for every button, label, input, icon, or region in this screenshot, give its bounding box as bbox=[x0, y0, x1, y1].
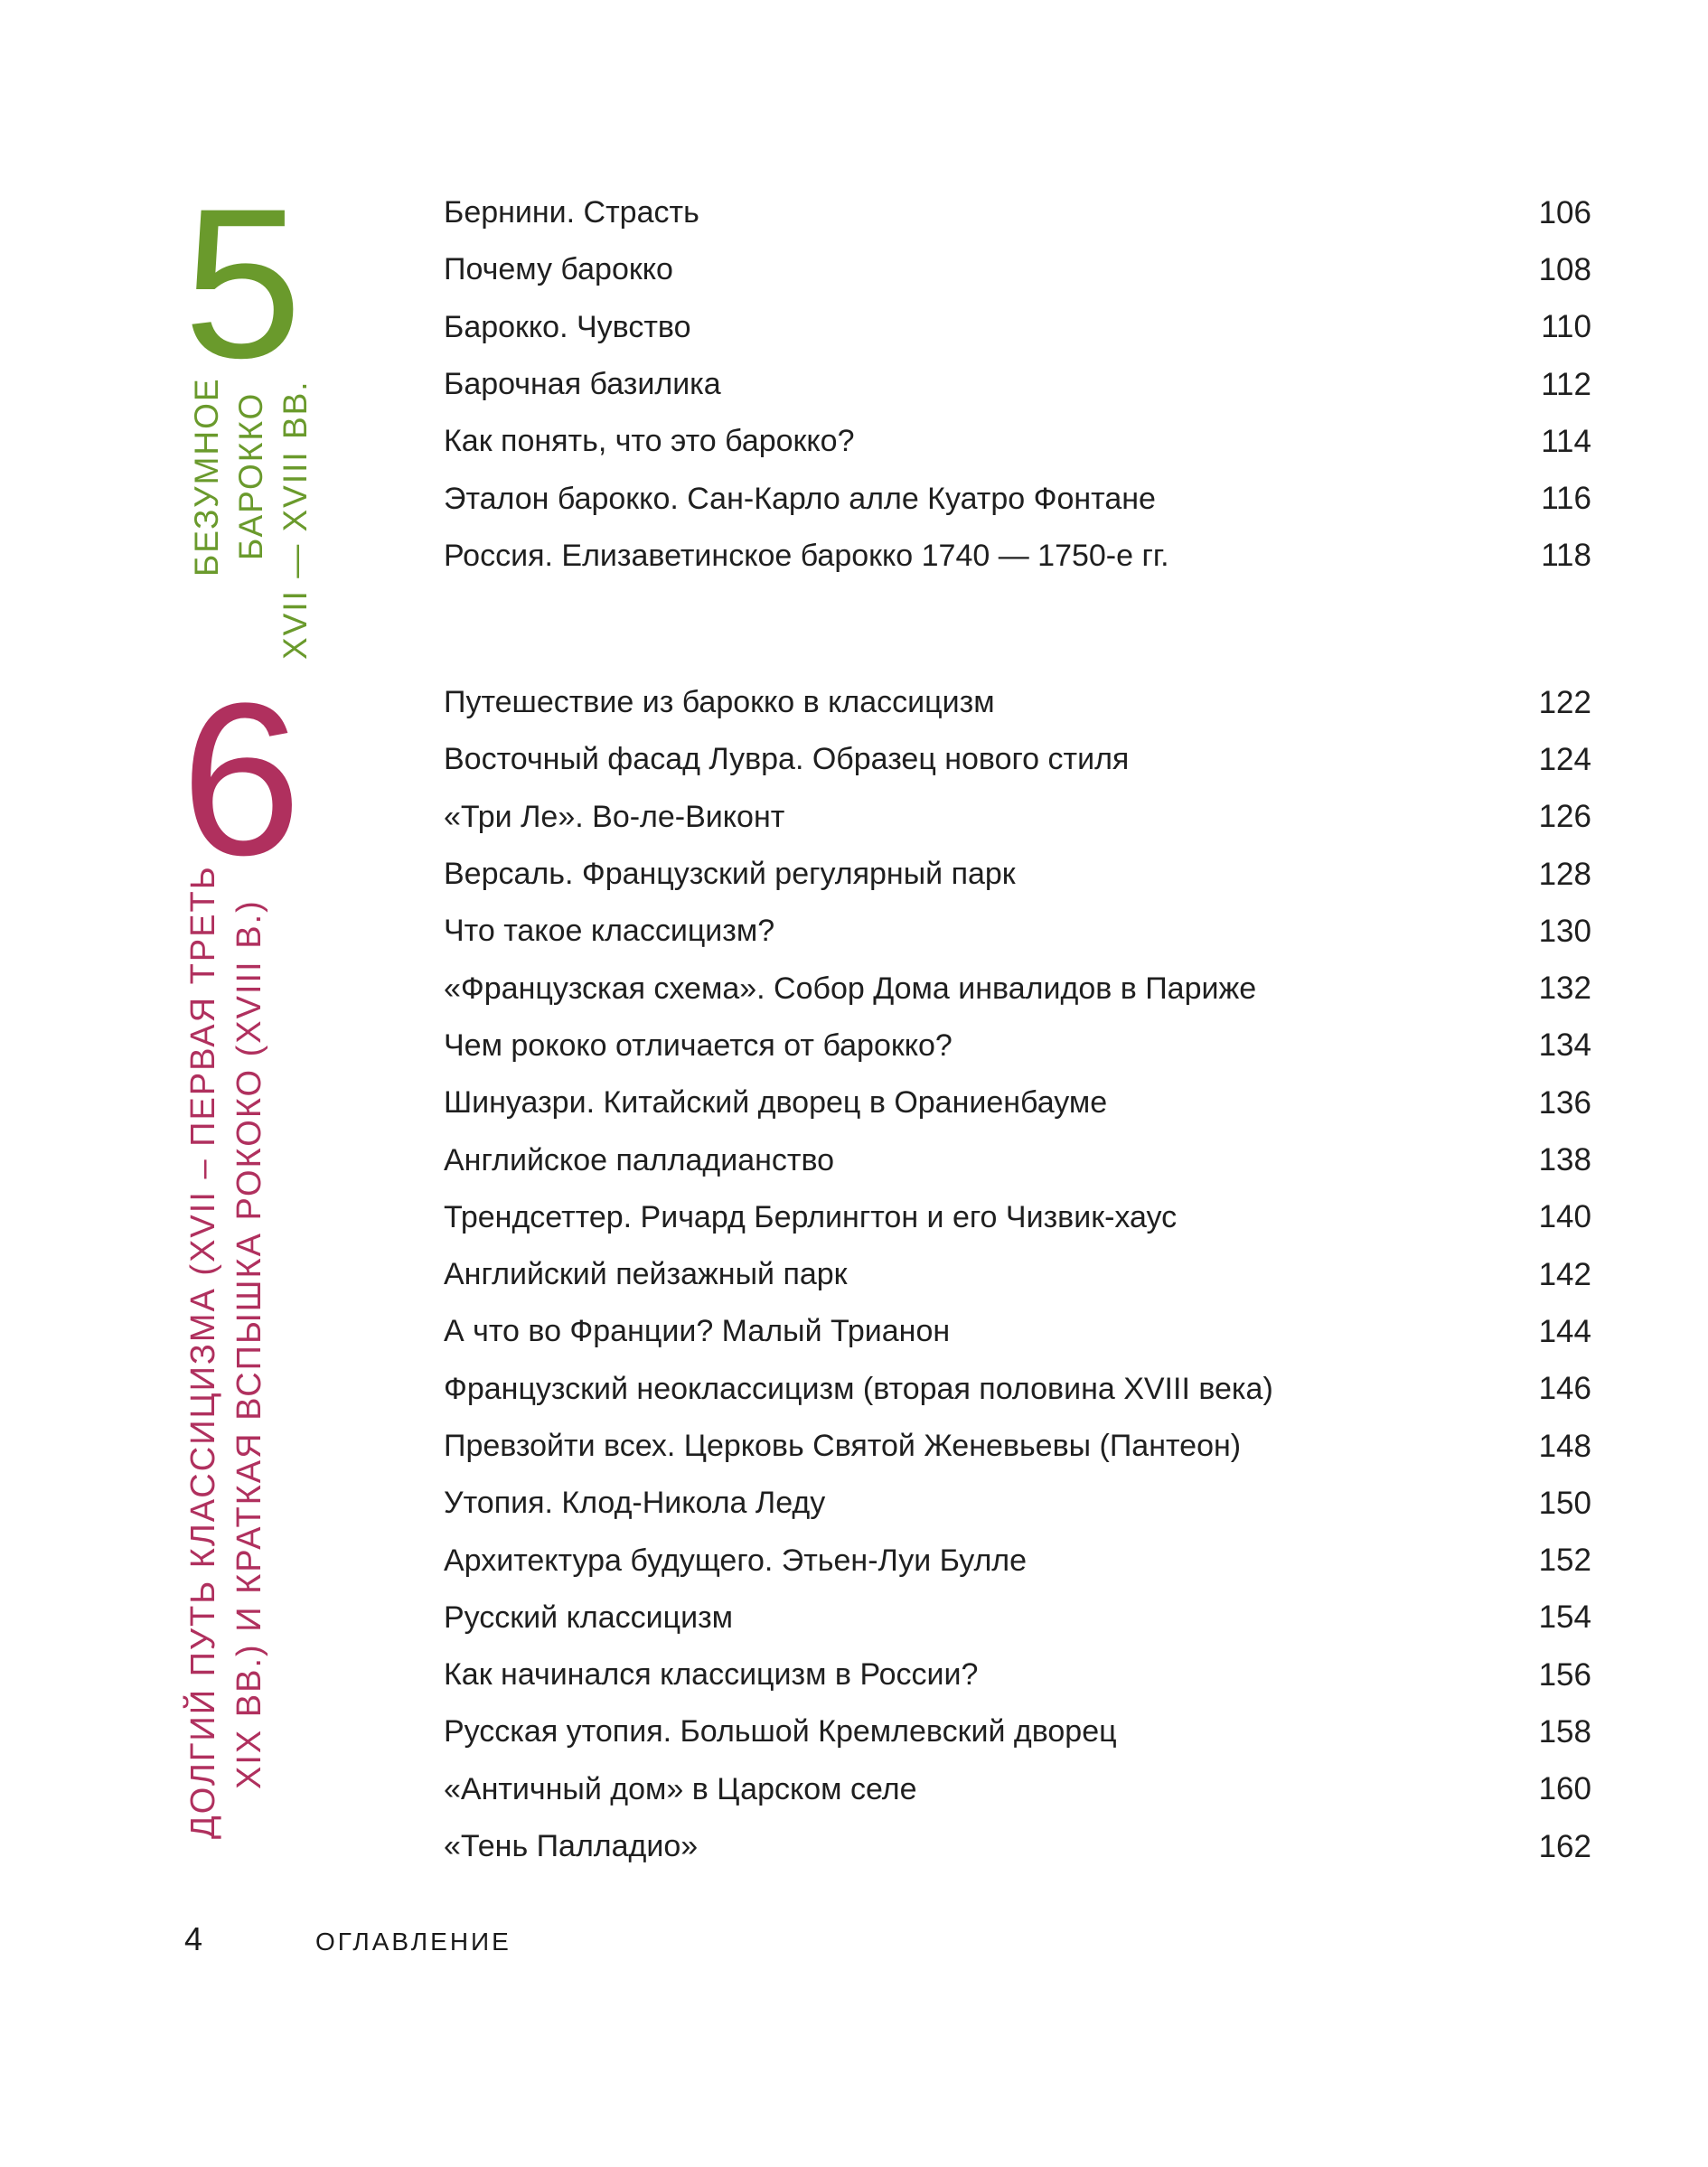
section-6-title-line-2: XIX ВВ.) И КРАТКАЯ ВСПЫШКА РОКОКО (XVIII В.) bbox=[230, 899, 268, 1789]
toc-entry[interactable] bbox=[444, 1532, 1591, 1589]
toc-entry-title: Английское палладианство bbox=[444, 1142, 835, 1177]
toc-entry[interactable] bbox=[444, 241, 1591, 298]
toc-entry-page: 148 bbox=[1538, 1428, 1591, 1464]
toc-entry[interactable] bbox=[444, 674, 1591, 731]
toc-entry-page: 114 bbox=[1541, 423, 1591, 459]
toc-entry-title: Утопия. Клод-Никола Леду bbox=[444, 1486, 826, 1521]
toc-entry-title: «Французская схема». Собор Дома инвалидов в Париже bbox=[444, 971, 1257, 1006]
toc-entry-page: 116 bbox=[1541, 481, 1591, 517]
toc-entry[interactable] bbox=[444, 1418, 1591, 1475]
toc-entry[interactable] bbox=[444, 413, 1591, 470]
toc-entry[interactable] bbox=[444, 789, 1591, 846]
toc-entry-title: Барочная базилика bbox=[444, 367, 721, 402]
toc-entry-page: 124 bbox=[1538, 741, 1591, 777]
toc-entry-title: Россия. Елизаветинское барокко 1740 — 1750-е гг. bbox=[444, 538, 1169, 573]
toc-entry-page: 136 bbox=[1538, 1084, 1591, 1121]
toc-entry-title: Версаль. Французский регулярный парк bbox=[444, 857, 1016, 892]
toc-entry-title: Эталон барокко. Сан-Карло алле Куатро Фонтане bbox=[444, 481, 1156, 516]
toc-entry-page: 142 bbox=[1538, 1256, 1591, 1292]
toc-entry-title: Что такое классицизм? bbox=[444, 914, 775, 949]
toc-entry[interactable] bbox=[444, 731, 1591, 788]
toc-entry[interactable] bbox=[444, 1189, 1591, 1246]
toc-entry-page: 158 bbox=[1538, 1713, 1591, 1750]
toc-entry-title: Французский неоклассицизм (вторая половина XVIII века) bbox=[444, 1371, 1273, 1406]
toc-entry-page: 162 bbox=[1538, 1828, 1591, 1864]
toc-entry-title: Бернини. Страсть bbox=[444, 195, 699, 230]
toc-entry-page: 112 bbox=[1541, 366, 1591, 402]
section-6-number: 6 bbox=[181, 658, 302, 900]
toc-entry-page: 138 bbox=[1538, 1142, 1591, 1178]
toc-entry[interactable] bbox=[444, 1074, 1591, 1131]
toc-entry-page: 144 bbox=[1538, 1313, 1591, 1349]
toc-entry-title: Архитектура будущего. Этьен-Луи Булле bbox=[444, 1543, 1028, 1578]
toc-entry-title: Русская утопия. Большой Кремлевский дворец bbox=[444, 1714, 1117, 1750]
toc-entry[interactable] bbox=[444, 356, 1591, 413]
toc-entry-page: 106 bbox=[1538, 194, 1591, 230]
toc-entry-page: 154 bbox=[1538, 1599, 1591, 1636]
toc-entry-page: 146 bbox=[1538, 1371, 1591, 1407]
toc-entry-page: 152 bbox=[1538, 1543, 1591, 1579]
toc-entry[interactable] bbox=[444, 1761, 1591, 1818]
toc-entry-title: «Тень Палладио» bbox=[444, 1829, 699, 1864]
toc-entry[interactable] bbox=[444, 1303, 1591, 1360]
toc-entry[interactable] bbox=[444, 1246, 1591, 1303]
toc-entry-page: 110 bbox=[1541, 309, 1591, 345]
toc-entry[interactable] bbox=[444, 903, 1591, 960]
toc-entry-title: «Три Ле». Во-ле-Виконт bbox=[444, 799, 785, 834]
section-6-title-line-1: ДОЛГИЙ ПУТЬ КЛАССИЦИЗМА (XVII – ПЕРВАЯ ТРЕТЬ bbox=[184, 865, 222, 1839]
toc-entry[interactable] bbox=[444, 1646, 1591, 1703]
toc-entry-page: 108 bbox=[1538, 251, 1591, 287]
section-6-toc bbox=[444, 674, 1591, 1875]
toc-entry-page: 128 bbox=[1538, 856, 1591, 892]
page-number: 4 bbox=[184, 1920, 203, 1957]
toc-entry-title: Путешествие из барокко в классицизм bbox=[444, 685, 995, 720]
running-head: ОГЛАВЛЕНИЕ bbox=[315, 1928, 511, 1956]
toc-entry-page: 122 bbox=[1538, 684, 1591, 720]
toc-entry[interactable] bbox=[444, 1361, 1591, 1418]
toc-entry-title: «Античный дом» в Царском селе bbox=[444, 1771, 917, 1806]
toc-entry[interactable] bbox=[444, 1475, 1591, 1532]
toc-entry-title: Чем рококо отличается от барокко? bbox=[444, 1027, 953, 1063]
toc-entry[interactable] bbox=[444, 1018, 1591, 1074]
toc-entry-page: 160 bbox=[1538, 1771, 1591, 1807]
toc-entry[interactable] bbox=[444, 1818, 1591, 1875]
toc-entry-page: 150 bbox=[1538, 1485, 1591, 1521]
toc-entry-title: Русский классицизм bbox=[444, 1599, 734, 1635]
section-5-title-line-3: XVII — XVIII ВВ. bbox=[277, 380, 314, 660]
toc-entry[interactable] bbox=[444, 1590, 1591, 1646]
section-5-title-line-2: БАРОККО bbox=[232, 391, 269, 560]
toc-entry-page: 118 bbox=[1541, 538, 1591, 574]
section-5-toc bbox=[444, 184, 1591, 585]
toc-entry-title: Трендсеттер. Ричард Берлингтон и его Чизвик-хаус bbox=[444, 1199, 1178, 1234]
toc-entry[interactable] bbox=[444, 470, 1591, 527]
toc-entry-title: Восточный фасад Лувра. Образец нового стиля bbox=[444, 742, 1130, 777]
toc-entry-title: Барокко. Чувство bbox=[444, 309, 691, 344]
toc-entry-title: Английский пейзажный парк bbox=[444, 1257, 848, 1292]
toc-entry[interactable] bbox=[444, 184, 1591, 241]
toc-entry-title: Превзойти всех. Церковь Святой Женевьевы (Пантеон) bbox=[444, 1429, 1242, 1463]
toc-entry-page: 132 bbox=[1538, 971, 1591, 1007]
toc-entry[interactable] bbox=[444, 1131, 1591, 1188]
toc-entry-page: 134 bbox=[1538, 1027, 1591, 1064]
toc-entry[interactable] bbox=[444, 960, 1591, 1017]
toc-entry[interactable] bbox=[444, 528, 1591, 585]
toc-entry-title: А что во Франции? Малый Трианон bbox=[444, 1314, 951, 1349]
toc-entry-page: 156 bbox=[1538, 1656, 1591, 1693]
toc-entry-page: 140 bbox=[1538, 1199, 1591, 1235]
toc-entry-page: 126 bbox=[1538, 799, 1591, 835]
toc-entry-title: Почему барокко bbox=[444, 252, 673, 287]
section-5-title-line-1: БЕЗУМНОЕ bbox=[188, 377, 225, 577]
toc-entry-page: 130 bbox=[1538, 913, 1591, 949]
section-5-number: 5 bbox=[183, 164, 303, 403]
toc-entry[interactable] bbox=[444, 1703, 1591, 1760]
toc-entry-title: Как начинался классицизм в России? bbox=[444, 1657, 979, 1693]
toc-entry-title: Шинуазри. Китайский дворец в Ораниенбауме bbox=[444, 1085, 1108, 1121]
toc-entry-title: Как понять, что это барокко? bbox=[444, 424, 855, 459]
toc-entry[interactable] bbox=[444, 846, 1591, 903]
toc-entry[interactable] bbox=[444, 299, 1591, 356]
